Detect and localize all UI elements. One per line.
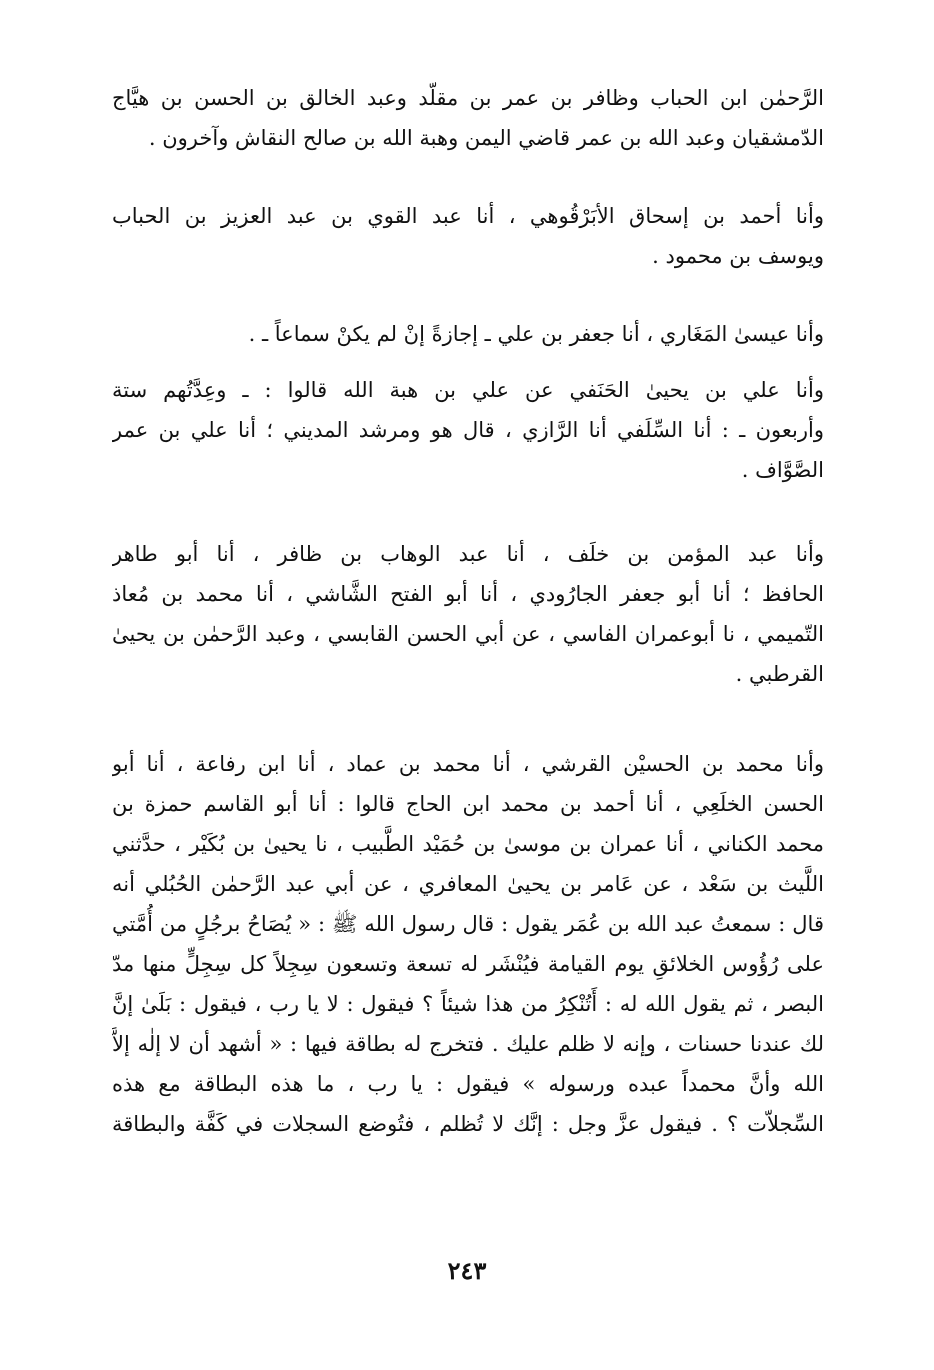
text-line: وأنا عبد المؤمن بن خلَف ، أنا عبد الوهاب بن ظافر ، أنا أبو طاهر: [112, 542, 824, 566]
paragraph-6: [112, 744, 824, 1144]
page-number: ٢٤٣: [447, 1256, 487, 1285]
text-line: ويوسف بن محمود .: [652, 244, 824, 268]
paragraph-3: [112, 314, 824, 354]
text-line: البصر ، ثم يقول الله له : أَتُنْكِرُ من هذا شيئاً ؟ فيقول : لا يا رب ، فيقول : بَلَىٰ إنَّ: [112, 992, 824, 1016]
text-line: الحسن الخلَعِي ، أنا أحمد بن محمد ابن الحاج قالوا : أنا أبو القاسم حمزة بن: [112, 792, 824, 816]
text-line: لك عندنا حسنات ، وإنه لا ظلم عليك . فتخرج له بطاقة فيها : « أشهد أن لا إلٰه إلاَّ: [112, 1032, 824, 1056]
text-line: الصَّوَّاف .: [741, 458, 824, 482]
paragraph-4: [112, 370, 824, 490]
text-line: الدّمشقيان وعبد الله بن عمر قاضي اليمن وهبة الله بن صالح النقاش وآخرون .: [148, 126, 824, 150]
text-line: التّميمي ، نا أبوعمران الفاسي ، عن أبي الحسن القابسي ، وعبد الرَّحمٰن بن يحيىٰ: [112, 622, 824, 646]
text-line: وأربعون ـ : أنا السِّلَفي أنا الرَّازي ، قال هو ومرشد المديني ؛ أنا علي بن عمر: [112, 418, 824, 442]
text-line: السِّجلاّت ؟ . فيقول عزَّ وجل : إنَّك لا تُظلم ، فتُوضع السجلات في كَفَّة والبطاقة: [112, 1112, 824, 1136]
text-line: وأنا أحمد بن إسحاق الأبَرْقُوهي ، أنا عبد القوي بن عبد العزيز بن الحباب: [112, 204, 824, 228]
text-line: الله وأنَّ محمداً عبده ورسوله » فيقول : يا رب ، ما هذه البطاقة مع هذه: [112, 1072, 824, 1096]
text-line: القرطبي .: [735, 662, 824, 686]
text-line: الرَّحمٰن ابن الحباب وظافر بن عمر بن مقلّد وعبد الخالق بن الحسن بن هيَّاج: [112, 86, 824, 110]
text-line: وأنا عيسىٰ المَغَاري ، أنا جعفر بن علي ـ إجازةً إنْ لم يكنْ سماعاً ـ .: [248, 322, 824, 346]
text-line: على رُؤُوس الخلائقِ يوم القيامة فيُنْشَر له تسعة وتسعون سِجِلاً كل سِجِلٍّ منها مدّ: [112, 952, 824, 976]
paragraph-2: [112, 196, 824, 276]
paragraph-1: [112, 78, 824, 158]
text-line: وأنا علي بن يحيىٰ الحَنَفي عن علي بن هبة الله قالوا : ـ وعِدَّتُهم ستة: [112, 378, 824, 402]
text-line: اللَّيث بن سَعْد ، عن عَامر بن يحيىٰ المعافري ، عن أبي عبد الرَّحمٰن الحُبُلي أنه: [112, 872, 824, 896]
text-line: محمد الكناني ، أنا عمران بن موسىٰ بن حُمَيْد الطَّبيب ، نا يحيىٰ بن بُكَيْر ، حدَّثني: [112, 832, 824, 856]
text-line: وأنا محمد بن الحسيْن القرشي ، أنا محمد بن عماد ، أنا ابن رفاعة ، أنا أبو: [112, 752, 824, 776]
paragraph-5: [112, 534, 824, 694]
text-line: قال : سمعتُ عبد الله بن عُمَر يقول : قال رسول الله ﷺ : « يُصَاحُ برجُلٍ من أُمَّتي: [112, 912, 824, 936]
text-line: الحافظ ؛ أنا أبو جعفر الجارُودي ، أنا أبو الفتح الشَّاشي ، أنا محمد بن مُعاذ: [112, 582, 824, 606]
